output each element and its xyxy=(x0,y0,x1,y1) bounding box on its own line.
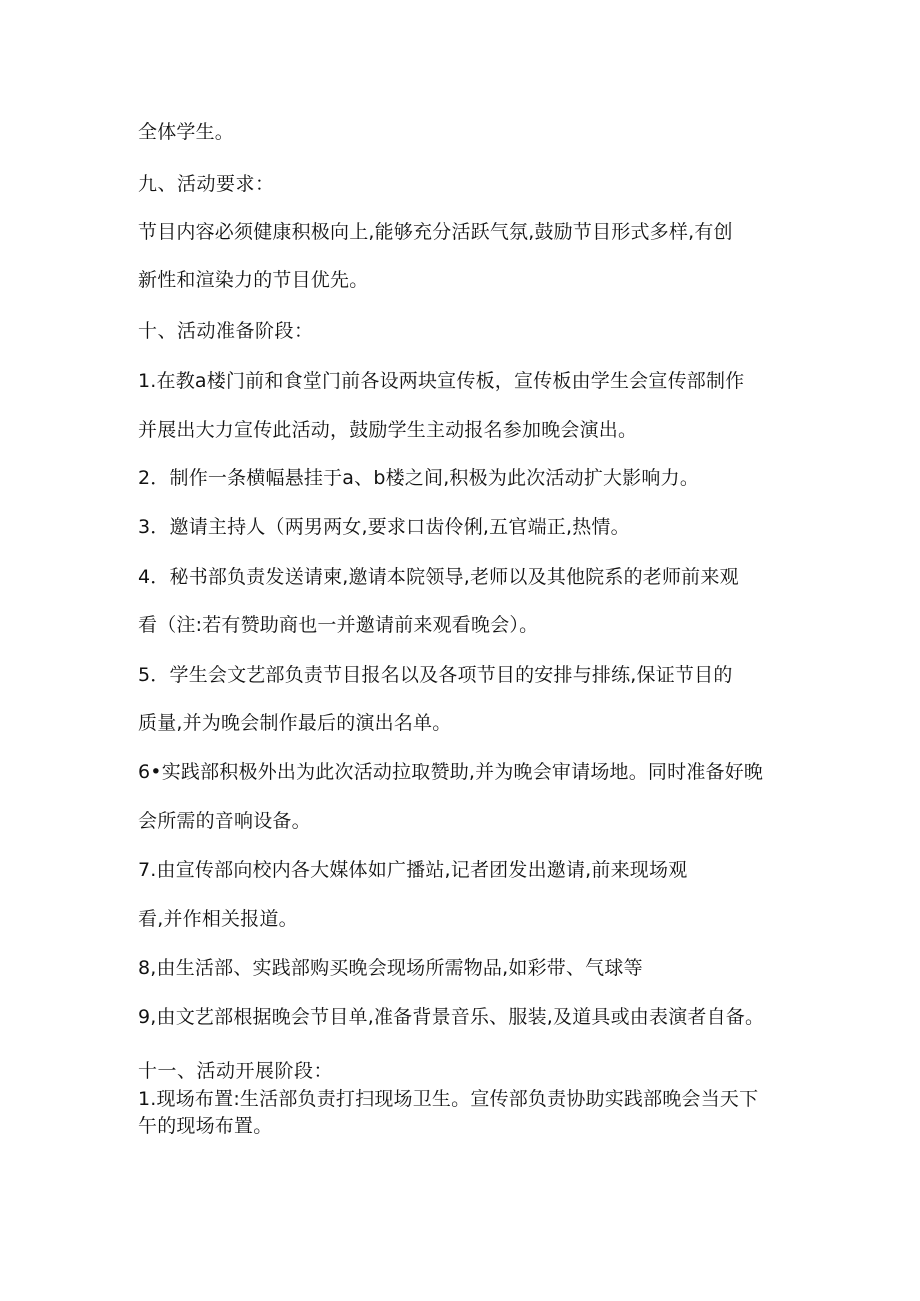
text-line: 质量,并为晚会制作最后的演出名单。 xyxy=(138,712,452,734)
text-line: 看（注:若有赞助商也一并邀请前来观看晚会）。 xyxy=(138,614,539,636)
text-line: 新性和渲染力的节目优先。 xyxy=(138,269,369,291)
list-item: 2．制作一条横幅悬挂于a、b楼之间,积极为此次活动扩大影响力。 xyxy=(138,467,700,489)
section-heading: 十一、活动开展阶段： xyxy=(138,1060,334,1082)
text-line: 会所需的音响设备。 xyxy=(138,810,311,832)
list-item: 7.由宣传部向校内各大媒体如广播站,记者团发出邀请,前来现场观 xyxy=(138,859,688,881)
list-item: 1.在教a楼门前和食堂门前各设两块宣传板，宣传板由学生会宣传部制作 xyxy=(138,370,745,392)
section-heading: 十、活动准备阶段： xyxy=(138,320,314,342)
list-item: 1.现场布置:生活部负责打扫现场卫生。宣传部负责协助实践部晚会当天下 xyxy=(138,1088,759,1110)
list-item: 6•实践部积极外出为此次活动拉取赞助,并为晚会审请场地。同时准备好晚 xyxy=(138,761,764,783)
text-line: 看,并作相关报道。 xyxy=(138,908,298,930)
text-line: 节目内容必须健康积极向上,能够充分活跃气氛,鼓励节目形式多样,有创 xyxy=(138,221,733,243)
list-item: 9,由文艺部根据晚会节目单,准备背景音乐、服装,及道具或由表演者自备。 xyxy=(138,1006,765,1028)
section-heading: 九、活动要求： xyxy=(138,173,275,195)
list-item: 5．学生会文艺部负责节目报名以及各项节目的安排与排练,保证节目的 xyxy=(138,664,733,686)
list-item: 3．邀请主持人（两男两女,要求口齿伶俐,五官端正,热情。 xyxy=(138,516,630,538)
text-line: 并展出大力宣传此活动，鼓励学生主动报名参加晚会演出。 xyxy=(138,419,638,441)
list-item: 4．秘书部负责发送请柬,邀请本院领导,老师以及其他院系的老师前来观 xyxy=(138,566,739,588)
text-line: 全体学生。 xyxy=(138,121,235,143)
text-line: 午的现场布置。 xyxy=(138,1115,273,1137)
list-item: 8,由生活部、实践部购买晚会现场所需物品,如彩带、气球等 xyxy=(138,957,643,979)
